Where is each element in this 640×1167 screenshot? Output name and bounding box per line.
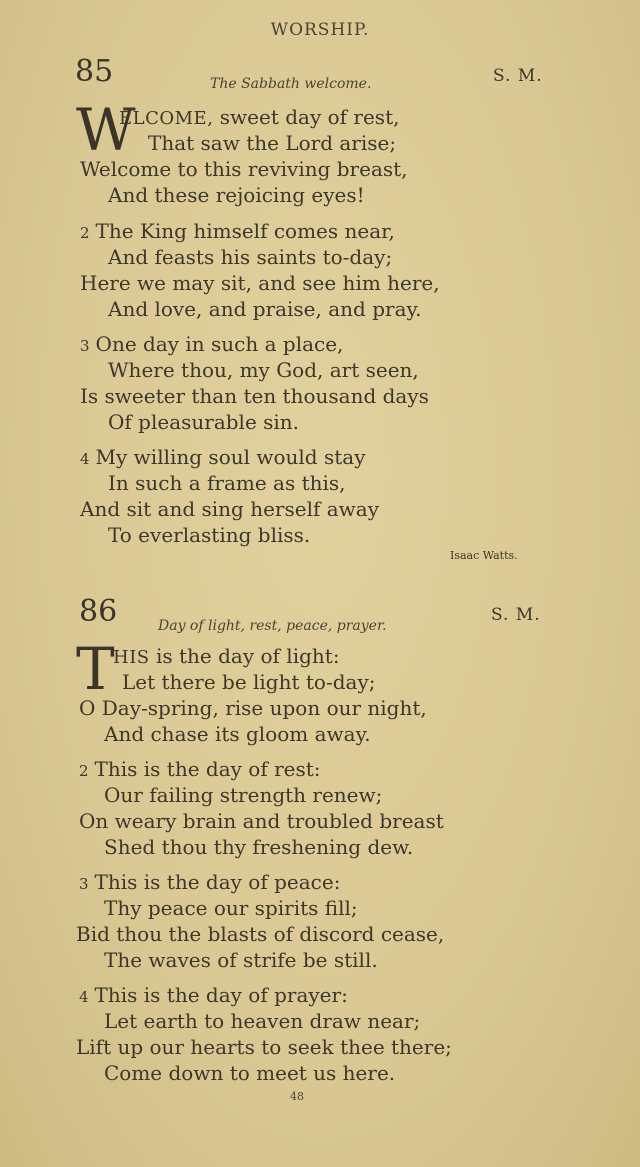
verse-number: 2 [79, 762, 89, 780]
drop-cap: T [76, 635, 115, 703]
hymn-line: O Day-spring, rise upon our night, [79, 696, 427, 720]
hymn-line: Bid thou the blasts of discord cease, [76, 922, 445, 946]
hymn-line: Let there be light to-day; [122, 670, 376, 694]
opening-text: sweet day of rest, [213, 105, 400, 129]
verse-number: 3 [80, 337, 90, 355]
hymn-line: 3 This is the day of peace: [79, 870, 341, 894]
hymn-title: Day of light, rest, peace, prayer. [158, 618, 387, 634]
hymn-author: Isaac Watts. [450, 549, 518, 562]
hymn-line: That saw the Lord arise; [148, 131, 397, 155]
hymn-meter: S. M. [493, 66, 543, 86]
hymn-line: Thy peace our spirits fill; [104, 896, 358, 920]
hymn-line: 2 This is the day of rest: [79, 757, 321, 781]
hymn-line: The waves of strife be still. [104, 948, 378, 972]
hymn-line: And love, and praise, and pray. [108, 297, 422, 321]
hymn-line [113, 643, 340, 671]
hymn-line: 4 This is the day of prayer: [79, 983, 348, 1007]
hymn-line: Come down to meet us here. [104, 1061, 396, 1085]
hymn-line: Where thou, my God, art seen, [108, 358, 419, 382]
hymn-line [119, 104, 399, 132]
hymn-title: The Sabbath welcome. [210, 76, 372, 92]
hymn-meter: S. M. [491, 605, 541, 625]
hymn-line: Welcome to this reviving breast, [80, 157, 408, 181]
hymn-line: Lift up our hearts to seek thee there; [76, 1035, 452, 1059]
hymn-line: And chase its gloom away. [104, 722, 371, 746]
hymn-line: And feasts his saints to-day; [108, 245, 393, 269]
hymn-line: 2 The King himself comes near, [80, 219, 395, 243]
hymn-line: 3 One day in such a place, [80, 332, 344, 356]
hymn-number: 85 [75, 54, 114, 89]
verse-number: 4 [80, 450, 90, 468]
verse-number: 2 [80, 224, 90, 242]
hymn-line: And these rejoicing eyes! [108, 183, 365, 207]
hymn-line: On weary brain and troubled breast [79, 809, 444, 833]
opening-text: is the day of light: [149, 644, 340, 668]
running-head: WORSHIP. [270, 20, 370, 40]
hymn-line: Our failing strength renew; [104, 783, 383, 807]
hymn-number: 86 [79, 594, 118, 629]
hymn-line: And sit and sing herself away [80, 497, 380, 521]
hymn-line: Let earth to heaven draw near; [104, 1009, 421, 1033]
hymn-line: Here we may sit, and see him here, [80, 271, 440, 295]
hymn-line: Shed thou thy freshening dew. [104, 835, 414, 859]
opening-caps: ELCOME, [119, 108, 214, 129]
hymn-line: Of pleasurable sin. [108, 410, 300, 434]
page-number: 48 [290, 1090, 304, 1103]
opening-caps: HIS [113, 647, 150, 668]
verse-number: 3 [79, 875, 89, 893]
hymn-line: Is sweeter than ten thousand days [80, 384, 429, 408]
hymn-line: In such a frame as this, [108, 471, 346, 495]
verse-number: 4 [79, 988, 89, 1006]
drop-cap: W [76, 96, 136, 164]
hymn-line: To everlasting bliss. [108, 523, 311, 547]
hymn-line: 4 My willing soul would stay [80, 445, 366, 469]
